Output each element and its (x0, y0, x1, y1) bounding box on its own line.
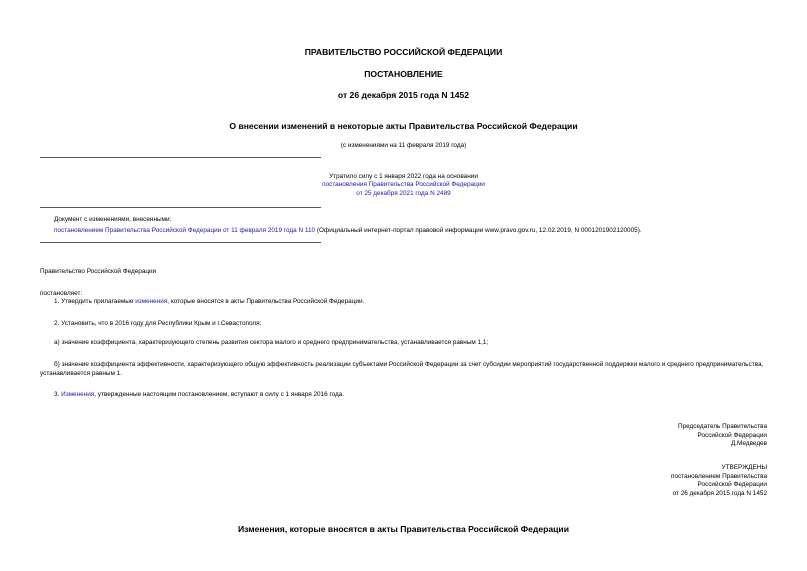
amending-decree-link[interactable]: постановлением Правительства Российской Федерации от 11 февраля 2019 года N 110 (54, 227, 316, 234)
intro-text: Правительство Российской Федерации (40, 268, 157, 275)
decrees-text: постановляет: (40, 290, 83, 297)
signature-block (678, 423, 767, 449)
signature-title: Председатель Правительства (678, 423, 767, 430)
changes-link-2[interactable]: Изменения (61, 391, 95, 398)
paragraph-a: а) значение коэффициента, характеризующего степень развития сектора малого и среднего предпринимательства, устанавливается равным 1,1; (54, 339, 489, 346)
paragraph-1: 1. Утвердить прилагаемые изменения, которые вносятся в акты Правительства Российской Федерации. (54, 298, 365, 305)
divider (40, 207, 321, 208)
amend-box-reference (54, 227, 642, 235)
document-date-number: от 26 декабря 2015 года N 1452 (337, 90, 470, 100)
signature-name: Д.Медведев (730, 440, 767, 448)
changes-link[interactable]: изменения (135, 298, 168, 305)
changes-section-title: Изменения, которые вносятся в акты Правительства Российской Федерации (237, 524, 569, 534)
approved-heading: УТВЕРЖДЕНЫ (721, 464, 767, 471)
approved-line-4: от 26 декабря 2015 года N 1452 (672, 489, 767, 497)
approved-line-2: постановлением Правительства (671, 472, 767, 480)
amend-box-label: Документ с изменениями, внесенными: (54, 216, 172, 223)
government-heading: ПРАВИТЕЛЬСТВО РОССИЙСКОЙ ФЕДЕРАЦИИ (304, 47, 503, 57)
divider (40, 157, 321, 158)
document-title: О внесении изменений в некоторые акты Правительства Российской Федерации (229, 121, 578, 131)
paragraph-2: 2. Установить, что в 2016 году для Республики Крым и г.Севастополя: (54, 320, 262, 327)
paragraph-b: б) значение коэффициента эффективности, характеризующего общую эффективность реализации субъектами Российской Федерации за счет субсидии мероприятий государственной поддержки малого и среднего предпринимательства, устанавливается равным 1. (40, 361, 764, 377)
expired-link-line2[interactable]: от 25 декабря 2021 года N 2489 (356, 190, 451, 197)
expired-link-line1[interactable]: постановления Правительства Российской Федерации (322, 181, 485, 188)
approved-line-3: Российской Федерации (697, 481, 767, 489)
expired-note: Утратило силу с 1 января 2022 года на основании (329, 173, 478, 180)
amendment-note: (с изменениями на 11 февраля 2019 года) (340, 142, 467, 149)
signature-org: Российской Федерации (697, 431, 767, 439)
amend-box-source: (Официальный интернет-портал правовой информации www.pravo.gov.ru, 12.02.2019, N 0001201902120005). (315, 227, 642, 234)
paragraph-3: 3. Изменения, утвержденные настоящим постановлением, вступают в силу с 1 января 2016 года. (54, 391, 345, 398)
divider (40, 242, 321, 243)
document-type: ПОСТАНОВЛЕНИЕ (364, 69, 443, 79)
approved-block (671, 464, 767, 498)
